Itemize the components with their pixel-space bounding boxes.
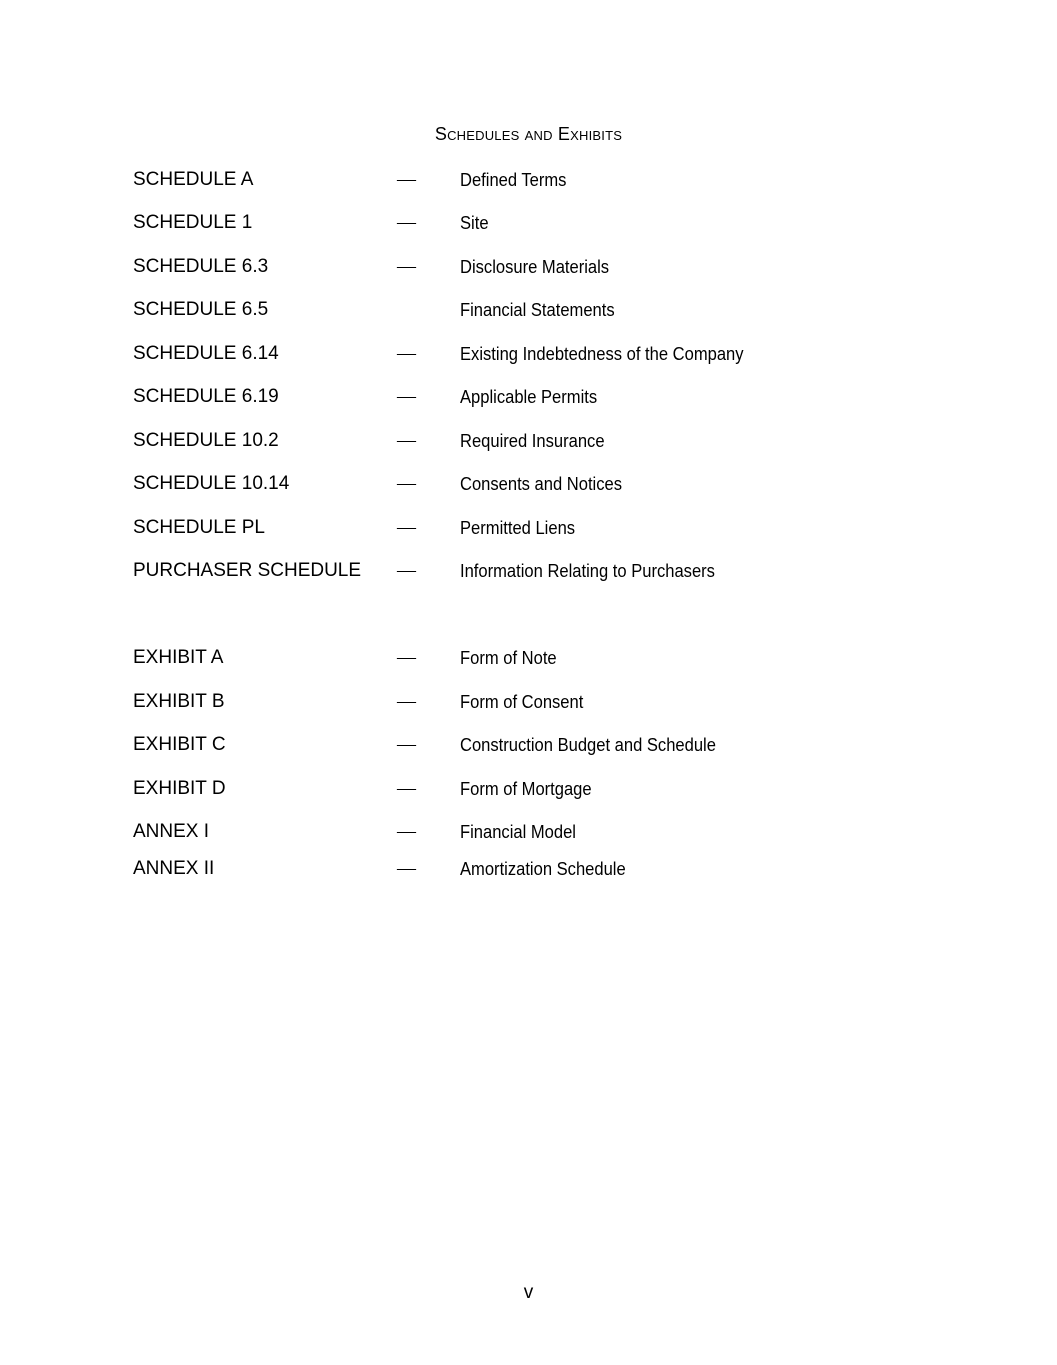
- schedule-description: Applicable Permits: [460, 387, 598, 407]
- schedule-label: SCHEDULE PL: [133, 517, 265, 538]
- exhibit-row: [0, 690, 1057, 714]
- schedule-description: Existing Indebtedness of the Company: [460, 344, 744, 364]
- exhibit-description: Form of Note: [460, 648, 557, 668]
- annex-row: [0, 857, 1057, 881]
- exhibit-label: EXHIBIT A: [133, 647, 224, 668]
- schedule-description: Financial Statements: [460, 300, 615, 320]
- dash-separator: —: [397, 430, 416, 451]
- schedule-row: [0, 211, 1057, 235]
- schedule-label: SCHEDULE 6.3: [133, 256, 269, 277]
- exhibit-row: [0, 646, 1057, 670]
- dash-separator: —: [397, 560, 416, 581]
- dash-separator: —: [397, 778, 416, 799]
- page-number: v: [523, 1282, 534, 1303]
- dash-separator: —: [397, 858, 416, 879]
- schedule-label: SCHEDULE 1: [133, 212, 253, 233]
- schedule-description: Site: [460, 213, 489, 233]
- dash-separator: —: [397, 169, 416, 190]
- schedule-label: SCHEDULE 10.2: [133, 430, 279, 451]
- schedule-description: Disclosure Materials: [460, 257, 610, 277]
- dash-separator: —: [397, 386, 416, 407]
- schedule-row: [0, 168, 1057, 192]
- dash-separator: —: [397, 734, 416, 755]
- schedule-description: Consents and Notices: [460, 474, 623, 494]
- exhibit-row: [0, 733, 1057, 757]
- dash-separator: —: [397, 256, 416, 277]
- exhibit-row: [0, 777, 1057, 801]
- schedule-description: Information Relating to Purchasers: [460, 561, 715, 581]
- dash-separator: —: [397, 647, 416, 668]
- annex-description: Financial Model: [460, 822, 576, 842]
- annex-label: ANNEX I: [133, 821, 210, 842]
- schedule-row: [0, 385, 1057, 409]
- schedule-row: [0, 298, 1057, 322]
- dash-separator: —: [397, 821, 416, 842]
- schedule-label: SCHEDULE A: [133, 169, 254, 190]
- dash-separator: —: [397, 517, 416, 538]
- page-title: Schedules and Exhibits: [434, 124, 623, 144]
- exhibit-description: Construction Budget and Schedule: [460, 735, 716, 755]
- exhibit-label: EXHIBIT C: [133, 734, 226, 755]
- schedule-label: PURCHASER SCHEDULE: [133, 560, 362, 581]
- schedule-row: [0, 472, 1057, 496]
- schedule-row: [0, 255, 1057, 279]
- schedule-label: SCHEDULE 6.19: [133, 386, 279, 407]
- schedule-row: [0, 559, 1057, 583]
- dash-separator: —: [397, 343, 416, 364]
- schedule-description: Required Insurance: [460, 431, 605, 451]
- schedule-row: [0, 516, 1057, 540]
- exhibit-label: EXHIBIT B: [133, 691, 225, 712]
- schedule-label: SCHEDULE 10.14: [133, 473, 290, 494]
- annex-row: [0, 820, 1057, 844]
- schedule-description: Permitted Liens: [460, 518, 576, 538]
- schedule-row: [0, 342, 1057, 366]
- dash-separator: —: [397, 691, 416, 712]
- schedule-description: Defined Terms: [460, 170, 567, 190]
- exhibit-description: Form of Consent: [460, 692, 584, 712]
- annex-label: ANNEX II: [133, 858, 215, 879]
- annex-description: Amortization Schedule: [460, 859, 626, 879]
- dash-separator: —: [397, 473, 416, 494]
- schedule-label: SCHEDULE 6.5: [133, 299, 269, 320]
- schedule-label: SCHEDULE 6.14: [133, 343, 279, 364]
- schedule-row: [0, 429, 1057, 453]
- exhibit-label: EXHIBIT D: [133, 778, 226, 799]
- exhibit-description: Form of Mortgage: [460, 779, 592, 799]
- dash-separator: —: [397, 212, 416, 233]
